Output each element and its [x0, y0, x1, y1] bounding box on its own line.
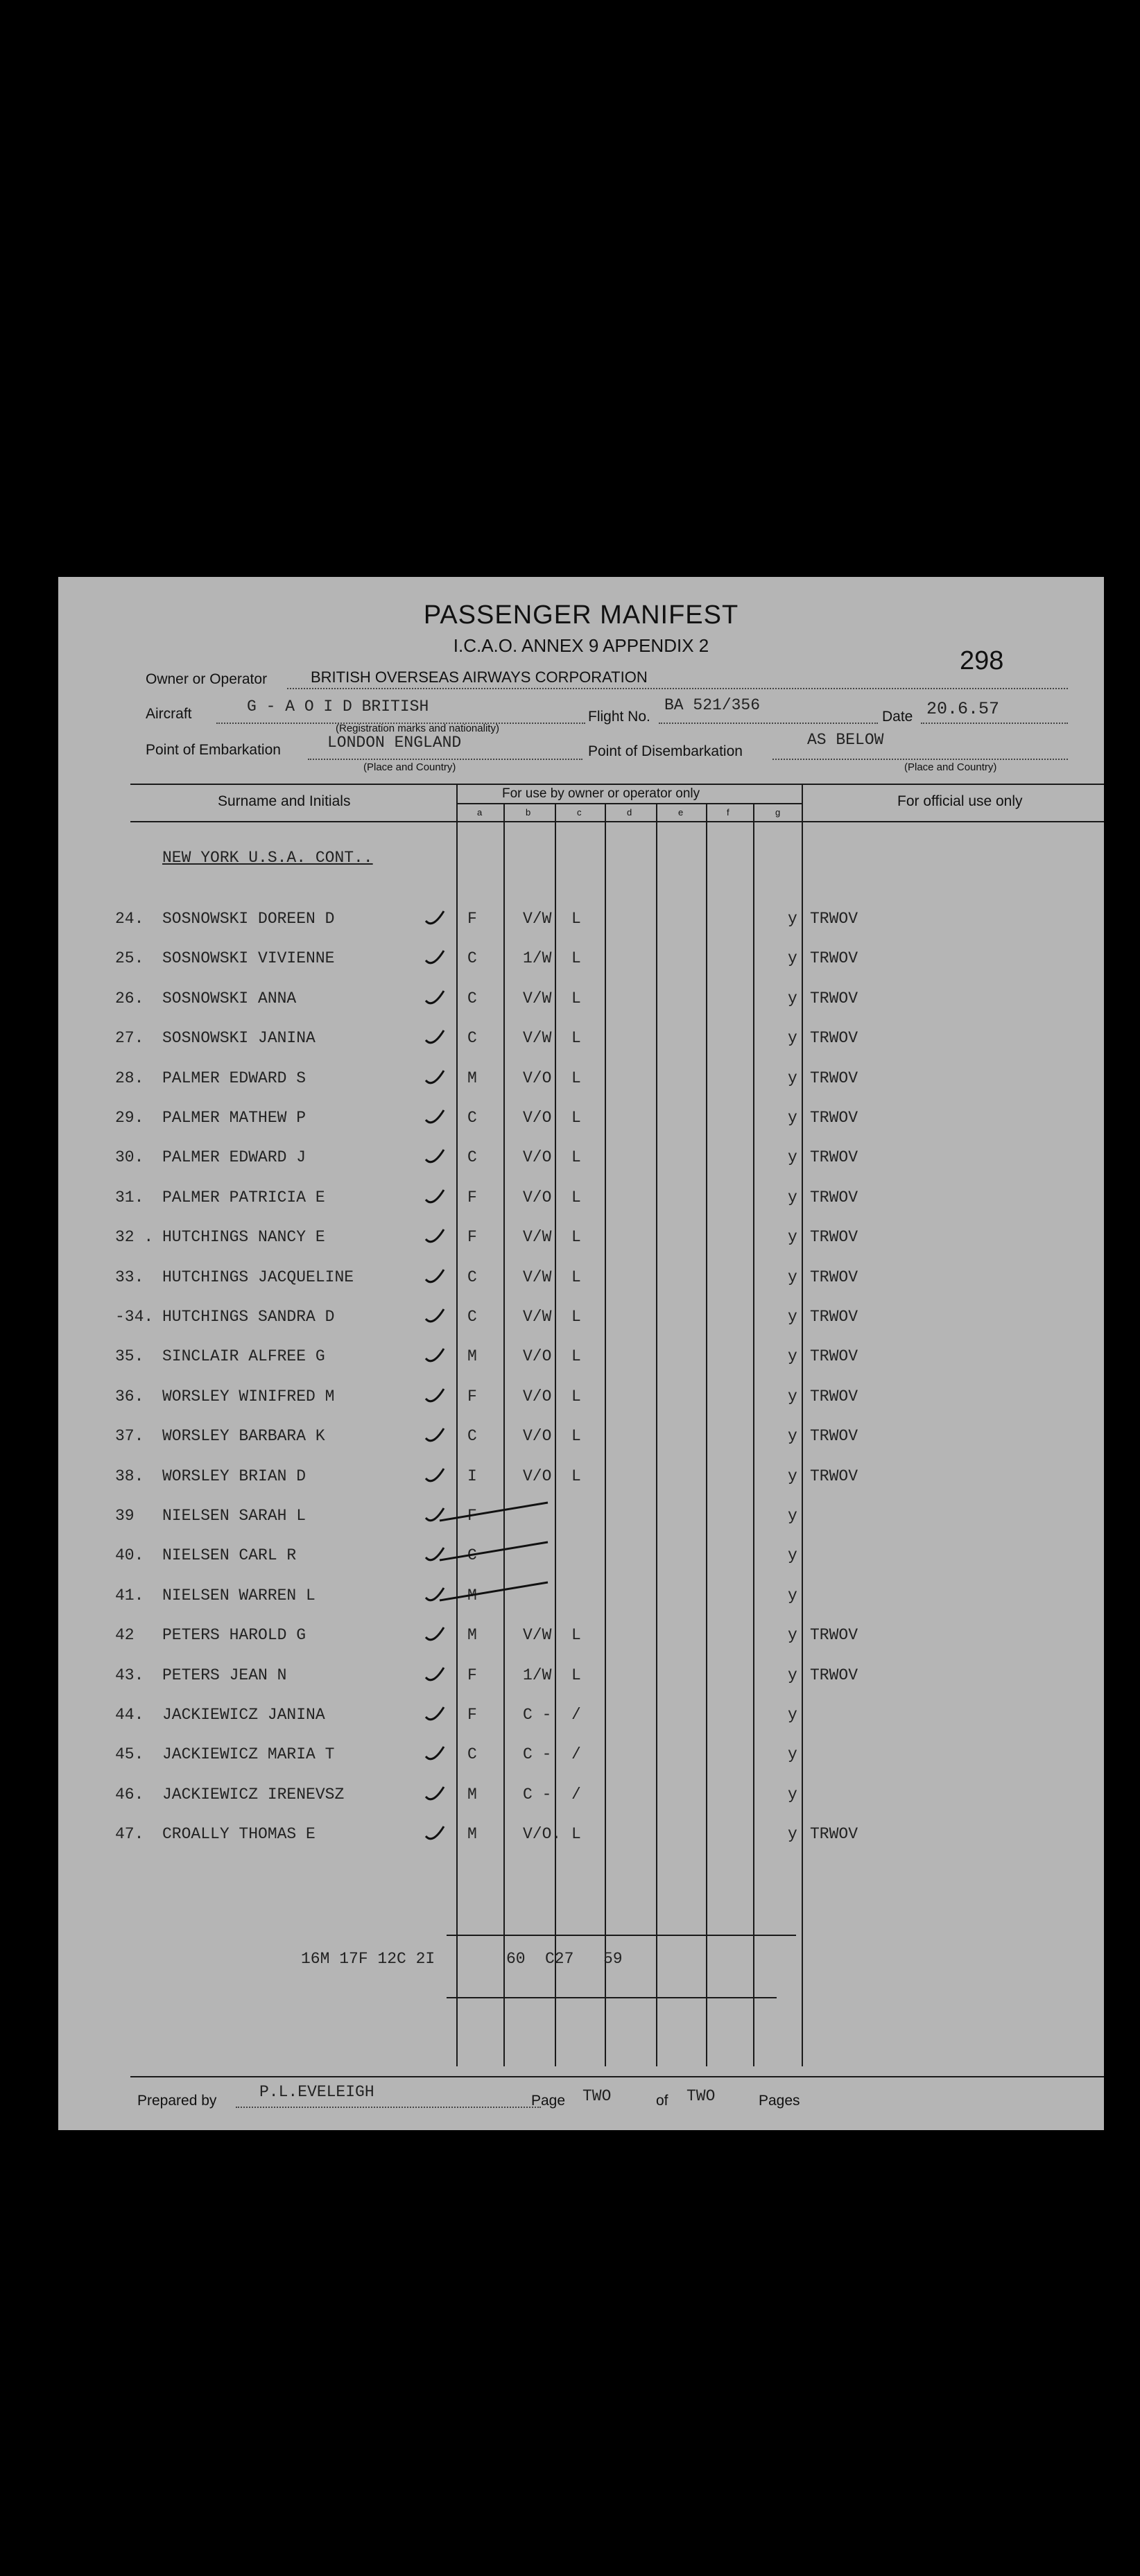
col-b-value: V/O [523, 1109, 552, 1127]
col-c-value: L [571, 1388, 581, 1406]
table-row [114, 1218, 897, 1257]
col-b-value: V/O [523, 1427, 552, 1445]
official-use-value: TRWOV [810, 1029, 858, 1047]
table-row [114, 1259, 897, 1297]
col-a-value: C [467, 1427, 477, 1445]
col-a-value: M [467, 1626, 477, 1644]
col-b-value: C - [523, 1786, 552, 1804]
col-b-value: V/W [523, 1268, 552, 1286]
col-a-value: C [467, 1546, 477, 1564]
passenger-name: PALMER PATRICIA E [162, 1188, 325, 1207]
official-use-value: TRWOV [810, 1228, 858, 1246]
table-row [114, 900, 897, 939]
official-use-value: TRWOV [810, 1666, 858, 1684]
page-number: 298 [960, 646, 1004, 675]
col-b-value: V/O [523, 1148, 552, 1166]
col-c-value: / [571, 1745, 581, 1763]
subcol-d: d [627, 807, 632, 818]
col-c-value: L [571, 989, 581, 1008]
passenger-name: SOSNOWSKI ANNA [162, 989, 297, 1008]
col-c-value: L [571, 1308, 581, 1326]
col-a-value: C [467, 1148, 477, 1166]
table-row [114, 1417, 897, 1456]
date-label: Date [882, 709, 913, 725]
row-number: 27. [115, 1029, 144, 1047]
col-c-value: L [571, 1148, 581, 1166]
owner-value: BRITISH OVERSEAS AIRWAYS CORPORATION [311, 668, 648, 686]
passenger-name: WORSLEY WINIFRED M [162, 1388, 335, 1406]
col-surname-header: Surname and Initials [218, 793, 351, 809]
totals-top-rule [447, 1935, 796, 1936]
passenger-name: WORSLEY BARBARA K [162, 1427, 325, 1445]
col-c-value: L [571, 1347, 581, 1365]
col-a-value: C [467, 1268, 477, 1286]
col-a-value: C [467, 949, 477, 967]
owner-label: Owner or Operator [146, 671, 268, 687]
col-a-value: F [467, 910, 477, 928]
col-a-value: M [467, 1786, 477, 1804]
official-use-value: TRWOV [810, 1347, 858, 1365]
row-number: 29. [115, 1109, 144, 1127]
official-use-value: TRWOV [810, 1268, 858, 1286]
disembarkation-value: AS BELOW [807, 731, 884, 749]
col-g-value: y [788, 1467, 797, 1485]
col-g-value: y [788, 1745, 797, 1763]
col-b-value: V/O [523, 1069, 552, 1087]
table-row [114, 1298, 897, 1337]
row-number: 39 [115, 1507, 135, 1525]
row-number: 38. [115, 1467, 144, 1485]
col-g-value: y [788, 1786, 797, 1804]
official-use-value: TRWOV [810, 1626, 858, 1644]
col-b-value: 1/W [523, 949, 552, 967]
section-heading: NEW YORK U.S.A. CONT.. [162, 849, 373, 867]
official-use-value: TRWOV [810, 1069, 858, 1087]
col-b-value: C - [523, 1706, 552, 1724]
col-g-value: y [788, 1388, 797, 1406]
aircraft-dotted-line [216, 723, 585, 724]
row-number: -34. [115, 1308, 154, 1326]
flight-label: Flight No. [588, 709, 650, 725]
col-a-value: M [467, 1069, 477, 1087]
table-header-rule [130, 821, 1104, 822]
subcol-e: e [678, 807, 684, 818]
col-c-value: L [571, 1825, 581, 1843]
owner-dotted-line [287, 688, 1068, 689]
row-number: 28. [115, 1069, 144, 1087]
subcol-a: a [477, 807, 483, 818]
passenger-name: PALMER EDWARD J [162, 1148, 306, 1166]
row-number: 46. [115, 1786, 144, 1804]
passenger-name: SOSNOWSKI JANINA [162, 1029, 316, 1047]
official-use-value: TRWOV [810, 1308, 858, 1326]
passenger-name: PALMER EDWARD S [162, 1069, 306, 1087]
col-a-value: C [467, 1109, 477, 1127]
disembarkation-note: (Place and Country) [904, 761, 997, 773]
passenger-name: JACKIEWICZ JANINA [162, 1706, 325, 1724]
row-number: 43. [115, 1666, 144, 1684]
official-use-value: TRWOV [810, 989, 858, 1008]
row-number: 25. [115, 949, 144, 967]
col-c-value: L [571, 1626, 581, 1644]
official-use-value: TRWOV [810, 1109, 858, 1127]
table-row [114, 1139, 897, 1177]
official-use-value: TRWOV [810, 1388, 858, 1406]
official-use-value: TRWOV [810, 1427, 858, 1445]
passenger-name: PETERS HAROLD G [162, 1626, 306, 1644]
col-c-value: L [571, 1188, 581, 1207]
col-g-value: y [788, 1268, 797, 1286]
col-c-value: / [571, 1786, 581, 1804]
table-row [114, 1378, 897, 1417]
col-b-value: V/O [523, 1388, 552, 1406]
table-row [114, 1616, 897, 1655]
col-c-value: L [571, 1268, 581, 1286]
row-number: 40. [115, 1546, 144, 1564]
col-a-value: F [467, 1188, 477, 1207]
passenger-name: HUTCHINGS NANCY E [162, 1228, 325, 1246]
official-use-value: TRWOV [810, 949, 858, 967]
col-g-value: y [788, 1546, 797, 1564]
passenger-name: NIELSEN SARAH L [162, 1507, 306, 1525]
col-c-value: L [571, 1109, 581, 1127]
subheader-rule [456, 803, 802, 804]
col-g-value: y [788, 1308, 797, 1326]
embark-dotted-line [308, 759, 582, 760]
table-row [114, 940, 897, 978]
col-b-value: V/O [523, 1347, 552, 1365]
table-row [114, 1179, 897, 1218]
col-b-value: V/W [523, 1308, 552, 1326]
of-label: of [656, 2093, 668, 2109]
passenger-name: HUTCHINGS JACQUELINE [162, 1268, 354, 1286]
passenger-name: SOSNOWSKI VIVIENNE [162, 949, 335, 967]
passenger-name: NIELSEN CARL R [162, 1546, 297, 1564]
col-g-value: y [788, 1188, 797, 1207]
official-use-value: TRWOV [810, 1188, 858, 1207]
passenger-name: NIELSEN WARREN L [162, 1587, 316, 1605]
flight-value: BA 521/356 [664, 696, 761, 714]
table-row [114, 1497, 897, 1536]
row-number: 42 [115, 1626, 135, 1644]
col-a-value: I [467, 1467, 477, 1485]
manifest-title: PASSENGER MANIFEST [423, 600, 739, 630]
col-c-value: L [571, 1029, 581, 1047]
col-a-value: C [467, 989, 477, 1008]
subcol-f: f [727, 807, 729, 818]
col-b-value: V/O [523, 1467, 552, 1485]
col-g-value: y [788, 989, 797, 1008]
col-c-value: L [571, 1666, 581, 1684]
row-number: 37. [115, 1427, 144, 1445]
aircraft-label: Aircraft [146, 706, 192, 722]
col-g-value: y [788, 1825, 797, 1843]
date-value: 20.6.57 [926, 699, 1000, 719]
disembarkation-label: Point of Disembarkation [588, 743, 743, 759]
embarkation-note: (Place and Country) [363, 761, 456, 773]
official-use-value: TRWOV [810, 1148, 858, 1166]
col-a-value: C [467, 1029, 477, 1047]
table-row [114, 1099, 897, 1138]
col-g-value: y [788, 1666, 797, 1684]
col-g-value: y [788, 1109, 797, 1127]
col-c-value: L [571, 949, 581, 967]
col-g-value: y [788, 910, 797, 928]
col-g-value: y [788, 1626, 797, 1644]
col-g-value: y [788, 1069, 797, 1087]
col-b-value: C - [523, 1745, 552, 1763]
table-row [114, 1577, 897, 1616]
col-a-value: M [467, 1347, 477, 1365]
col-a-value: C [467, 1745, 477, 1763]
table-row [114, 1776, 897, 1815]
table-top-rule [130, 784, 1104, 785]
col-a-value: F [467, 1706, 477, 1724]
table-row [114, 1736, 897, 1774]
col-c-value: L [571, 1427, 581, 1445]
totals-c: C27 [545, 1950, 574, 1968]
disembark-dotted-line [772, 759, 1068, 760]
manifest-subtitle: I.C.A.O. ANNEX 9 APPENDIX 2 [453, 635, 709, 656]
table-row [114, 1338, 897, 1376]
col-b-value: V/W [523, 910, 552, 928]
col-a-value: M [467, 1587, 477, 1605]
totals-d: 59 [603, 1950, 623, 1968]
totals-text: 16M 17F 12C 2I [301, 1950, 435, 1968]
row-number: 33. [115, 1268, 144, 1286]
page-label: Page [531, 2093, 566, 2109]
col-g-value: y [788, 1228, 797, 1246]
prepared-label: Prepared by [137, 2093, 217, 2109]
col-a-value: C [467, 1308, 477, 1326]
official-use-value: TRWOV [810, 1467, 858, 1485]
passenger-name: JACKIEWICZ IRENEVSZ [162, 1786, 345, 1804]
table-row [114, 1019, 897, 1058]
col-a-value: M [467, 1825, 477, 1843]
col-g-value: y [788, 1587, 797, 1605]
col-a-value: F [467, 1666, 477, 1684]
row-number: 36. [115, 1388, 144, 1406]
col-c-value: L [571, 910, 581, 928]
embarkation-label: Point of Embarkation [146, 742, 281, 758]
row-number: 41. [115, 1587, 144, 1605]
prepared-value: P.L.EVELEIGH [259, 2083, 374, 2101]
row-number: 45. [115, 1745, 144, 1763]
col-g-value: y [788, 949, 797, 967]
row-number: 35. [115, 1347, 144, 1365]
page-value: TWO [582, 2087, 612, 2105]
passenger-name: HUTCHINGS SANDRA D [162, 1308, 335, 1326]
pages-label: Pages [759, 2093, 800, 2109]
col-g-value: y [788, 1427, 797, 1445]
table-row [114, 1696, 897, 1735]
embarkation-value: LONDON ENGLAND [327, 734, 462, 752]
col-b-value: 1/W [523, 1666, 552, 1684]
table-row [114, 1657, 897, 1695]
official-use-value: TRWOV [810, 910, 858, 928]
aircraft-value: G - A O I D BRITISH [247, 698, 429, 716]
passenger-name: WORSLEY BRIAN D [162, 1467, 306, 1485]
table-row [114, 980, 897, 1019]
row-number: 31. [115, 1188, 144, 1207]
table-row [114, 1815, 897, 1854]
registration-note: (Registration marks and nationality) [336, 723, 499, 734]
col-c-value: L [571, 1228, 581, 1246]
official-use-value: TRWOV [810, 1825, 858, 1843]
col-official-header: For official use only [897, 793, 1023, 809]
subcol-b: b [526, 807, 531, 818]
col-g-value: y [788, 1706, 797, 1724]
passenger-name: PETERS JEAN N [162, 1666, 287, 1684]
row-number: 47. [115, 1825, 144, 1843]
passenger-name: SINCLAIR ALFREE G [162, 1347, 325, 1365]
date-dotted-line [921, 723, 1068, 724]
footer-rule [130, 2076, 1104, 2077]
flight-dotted-line [659, 723, 878, 724]
table-row [114, 1060, 897, 1098]
col-g-value: y [788, 1347, 797, 1365]
row-number: 32 . [115, 1228, 154, 1246]
col-c-value: L [571, 1467, 581, 1485]
col-a-value: F [467, 1228, 477, 1246]
col-c-value: / [571, 1706, 581, 1724]
manifest-sheet [58, 577, 1104, 2130]
totals-bottom-rule [447, 1997, 777, 1998]
col-b-value: V/W [523, 1626, 552, 1644]
subcol-c: c [577, 807, 582, 818]
row-number: 26. [115, 989, 144, 1008]
col-b-value: V/O. [523, 1825, 562, 1843]
col-a-value: F [467, 1388, 477, 1406]
row-number: 30. [115, 1148, 144, 1166]
passenger-name: CROALLY THOMAS E [162, 1825, 316, 1843]
passenger-name: JACKIEWICZ MARIA T [162, 1745, 335, 1763]
col-b-value: V/W [523, 1228, 552, 1246]
table-row [114, 1458, 897, 1496]
passenger-name: SOSNOWSKI DOREEN D [162, 910, 335, 928]
col-c-value: L [571, 1069, 581, 1087]
col-g-value: y [788, 1148, 797, 1166]
of-value: TWO [686, 2087, 716, 2105]
col-owner-use-header: For use by owner or operator only [502, 786, 700, 801]
totals-b: 60 [506, 1950, 526, 1968]
row-number: 44. [115, 1706, 144, 1724]
prepared-dotted-line [236, 2107, 541, 2108]
subcol-g: g [775, 807, 781, 818]
col-b-value: V/O [523, 1188, 552, 1207]
col-g-value: y [788, 1507, 797, 1525]
col-a-value: F [467, 1507, 477, 1525]
passenger-name: PALMER MATHEW P [162, 1109, 306, 1127]
col-g-value: y [788, 1029, 797, 1047]
table-row [114, 1537, 897, 1575]
col-b-value: V/W [523, 1029, 552, 1047]
row-number: 24. [115, 910, 144, 928]
col-b-value: V/W [523, 989, 552, 1008]
